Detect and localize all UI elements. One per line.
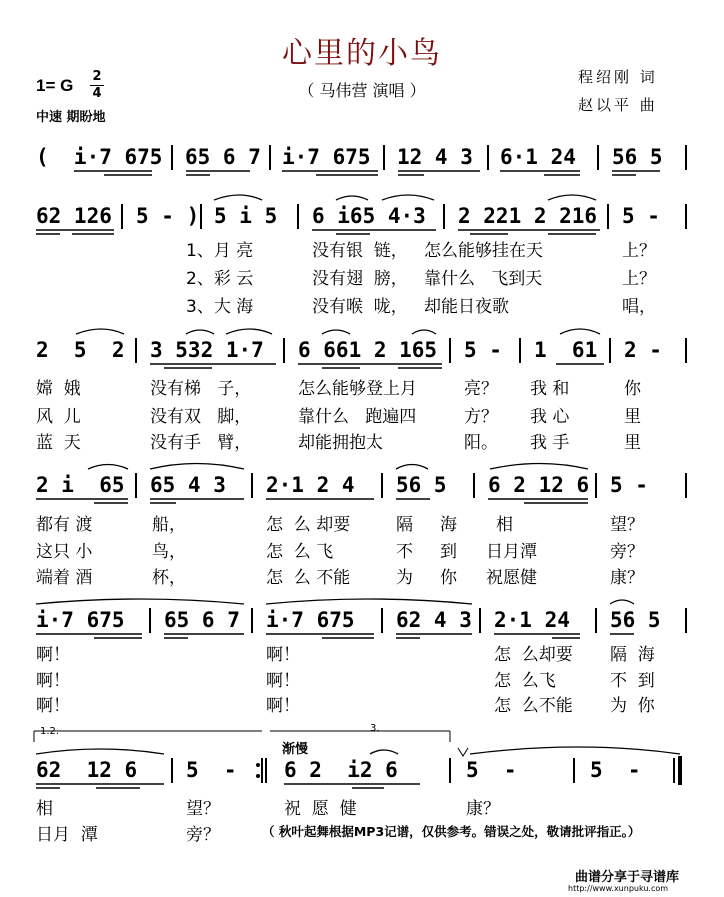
lyric: 我 手 (530, 433, 570, 453)
lyric: 杯， (152, 568, 186, 588)
tempo-marking: 中速 期盼地 (36, 110, 106, 125)
measure: i·7 675 (266, 608, 368, 632)
volta-3: 3. (370, 723, 380, 734)
lyric: 上？ (622, 241, 656, 261)
measure: 62 126 (36, 204, 125, 228)
lyric: 里 (624, 433, 641, 453)
composer-credit: 赵以平 曲 (578, 96, 658, 114)
measure: 5 - (186, 758, 250, 782)
lyric: 唱， (622, 297, 656, 317)
lyric: 怎 么不能 (494, 696, 573, 716)
lyric: 怎 么 却要 (266, 515, 351, 535)
lyric: 没有银 链， (312, 241, 408, 261)
lyric: 靠什么 飞到天 (424, 269, 543, 289)
measure: 65 6 7 (164, 608, 253, 632)
lyric: 这只 小 (36, 542, 93, 562)
lyric: 啊！ (266, 696, 300, 716)
lyric: 1、月 亮 (186, 241, 254, 261)
lyric: 相 (496, 515, 513, 535)
lyric: 没有手 臂， (150, 433, 252, 453)
lyric: 亮？ (464, 379, 498, 399)
lyric: 你 (440, 568, 457, 588)
lyric: 我 心 (530, 407, 570, 427)
measure: 65 4 3 (150, 473, 239, 497)
lyric: 方？ (464, 407, 498, 427)
lyric: 日月潭 (486, 542, 537, 562)
measure: 56 5 (612, 145, 676, 169)
lyric: 康？ (466, 799, 500, 819)
measure: i·7 675 (36, 608, 138, 632)
time-signature (90, 70, 104, 101)
lyric: 不 到 (610, 671, 655, 691)
measure: 6·1 24 (500, 145, 589, 169)
lyric: 啊！ (36, 696, 70, 716)
measure: 5 i 5 (214, 204, 290, 228)
time-top: 2 (92, 69, 102, 84)
measure: 62 4 3 (396, 608, 485, 632)
measure: 62 12 6 (36, 758, 150, 782)
key-signature: 1= G (36, 76, 74, 95)
lyric: 望？ (186, 799, 220, 819)
lyric: 为 你 (610, 696, 655, 716)
measure: 6 i65 4·3 (312, 204, 439, 228)
measure: 12 4 3 (397, 145, 486, 169)
lyric: 怎么能够挂在天 (424, 241, 543, 261)
score-line-6 (0, 758, 724, 788)
measure: 6 2 i2 6 (284, 758, 411, 782)
measure: i·7 675 (282, 145, 384, 169)
lyric: 我 和 (530, 379, 570, 399)
lyric: 到 (440, 542, 457, 562)
lyric: 船， (152, 515, 186, 535)
lyric: 阳。 (464, 433, 498, 453)
transcription-note: （ 秋叶起舞根据MP3记谱，仅供参考。错误之处，敬请批评指正。） (262, 824, 641, 839)
lyric: 鸟， (152, 542, 186, 562)
watermark-url: http://www.xunpuku.com (568, 884, 669, 893)
lyric: 怎么能够登上月 (298, 379, 417, 399)
lyric: 怎 么却要 (494, 645, 573, 665)
measure: 5 - (464, 338, 515, 362)
lyric: 隔 (396, 515, 413, 535)
song-title: 心里的小鸟 (282, 36, 442, 71)
lyric: 风 儿 (36, 407, 81, 427)
measure: ( i·7 675 (36, 145, 176, 169)
singer-credit: （ 马伟营 演唱 ） (298, 81, 426, 100)
measure: 2 - (624, 338, 675, 362)
lyric: 不 (396, 542, 413, 562)
lyricist-credit: 程绍刚 词 (578, 68, 658, 86)
lyric: 祝愿健 (486, 568, 537, 588)
lyric: 啊！ (266, 671, 300, 691)
lyric: 靠什么 跑遍四 (298, 407, 417, 427)
measure: 65 6 7 (185, 145, 274, 169)
measure: 5 - (466, 758, 530, 782)
score-line-5 (0, 608, 724, 638)
lyric: 都有 渡 (36, 515, 93, 535)
lyric: 怎 么 不能 (266, 568, 351, 588)
watermark-text: 曲谱分享于寻谱库 (575, 870, 680, 885)
lyric: 为 (396, 568, 413, 588)
measure: 2·1 24 (494, 608, 583, 632)
ritardando-marking: 渐慢 (282, 742, 309, 757)
lyric: 啊！ (36, 645, 70, 665)
measure: 5 - (622, 204, 673, 228)
measure: 5 - (610, 473, 661, 497)
score-line-4 (0, 473, 724, 503)
measure: 2·1 2 4 (266, 473, 368, 497)
lyric: 隔 海 (610, 645, 655, 665)
lyric: 康？ (610, 568, 644, 588)
measure: 5 - (590, 758, 654, 782)
time-bottom: 4 (92, 86, 102, 101)
measure: 56 5 (396, 473, 460, 497)
lyric: 没有双 脚， (150, 407, 252, 427)
lyric: 祝 愿 健 (284, 799, 357, 819)
lyric: 没有喉 咙， (312, 297, 408, 317)
lyric: 上？ (622, 269, 656, 289)
lyric: 旁？ (610, 542, 644, 562)
lyric: 你 (624, 379, 641, 399)
lyric: 却能日夜歌 (424, 297, 509, 317)
lyric: 啊！ (36, 671, 70, 691)
lyric: 相 (36, 799, 53, 819)
lyric: 2、彩 云 (186, 269, 254, 289)
lyric: 蓝 天 (36, 433, 81, 453)
measure: 2 i 65 (36, 473, 138, 497)
measure: 56 5 (610, 608, 674, 632)
lyric: 日月 潭 (36, 825, 98, 845)
measure: 6 2 12 6 (488, 473, 602, 497)
score-line-1 (0, 145, 724, 175)
lyric: 3、大 海 (186, 297, 254, 317)
lyric: 没有梯 子， (150, 379, 252, 399)
volta-1-2: 1.2. (40, 726, 60, 737)
lyric: 旁？ (186, 825, 220, 845)
measure: 2 221 2 216 (458, 204, 610, 228)
lyric: 啊！ (266, 645, 300, 665)
lyric: 怎 么 飞 (266, 542, 334, 562)
lyric: 端着 酒 (36, 568, 93, 588)
score-line-3 (0, 338, 724, 368)
lyric: 海 (440, 515, 457, 535)
lyric: 没有翅 膀， (312, 269, 408, 289)
measure: 3 532 1·7 (150, 338, 277, 362)
lyric: 嫦 娥 (36, 379, 81, 399)
measure: 5 - ) (136, 204, 212, 228)
measure: 2 5 2 (36, 338, 138, 362)
score-line-2 (0, 204, 724, 234)
lyric: 望？ (610, 515, 644, 535)
lyric: 里 (624, 407, 641, 427)
measure: 6 661 2 165 (298, 338, 450, 362)
measure: 1 61 (534, 338, 610, 362)
lyric: 怎 么飞 (494, 671, 556, 691)
lyric: 却能拥抱太 (298, 433, 383, 453)
